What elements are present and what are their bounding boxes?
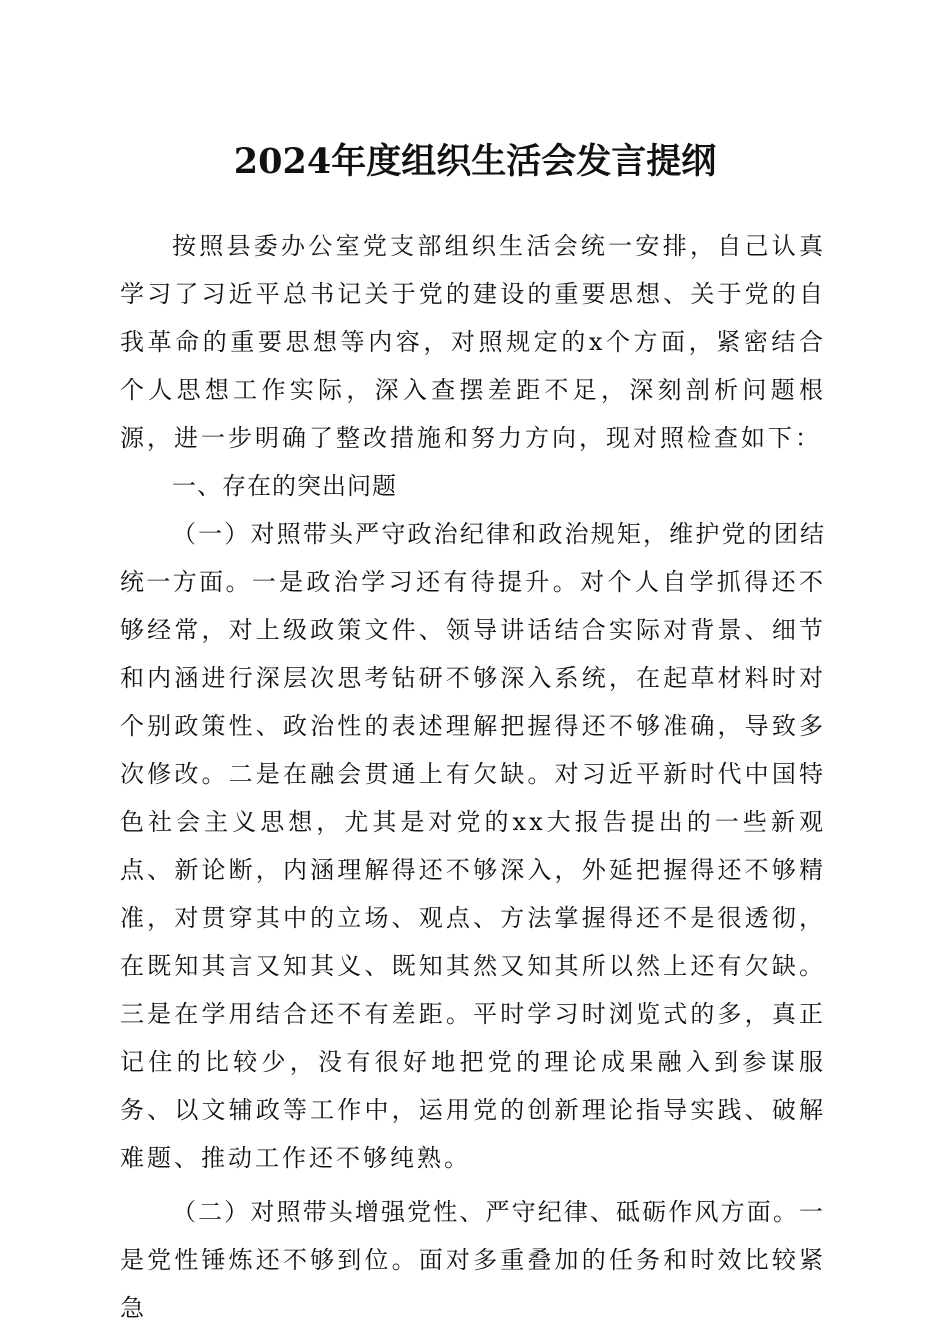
document-body	[120, 222, 826, 1332]
item-1-paragraph	[120, 510, 826, 1182]
document-title: 2024年度组织生活会发言提纲	[233, 141, 717, 182]
item-2-paragraph	[120, 1188, 826, 1332]
section-heading-problems: 一、存在的突出问题	[172, 472, 397, 500]
item-2-lead: （二）对照带头增强党性、严守纪律、砥砺作风方面。	[172, 1198, 799, 1226]
item-1-text: 一是政治学习还有待提升。对个人自学抓得还不够经常，对上级政策文件、领导讲话结合实际对背景、细节和内涵进行深层次思考钻研不够深入系统，在起草材料时对个别政策性、政治性的表述理解把握得还不够准确，导致多次修改。二是在融会贯通上有欠缺。对习近平新时代中国特色社会主义思想，尤其是对党的xx大报告提出的一些新观点、新论断，内涵理解得还不够深入，外延把握得还不够精准，对贯穿其中的立场、观点、方法掌握得还不是很透彻，在既知其言又知其义、既知其然又知其所以然上还有欠缺。三是在学用结合还不有差距。平时学习时浏览式的多，真正记住的比较少，没有很好地把党的理论成果融入到参谋服务、以文辅政等工作中，运用党的创新理论指导实践、破解难题、推动工作还不够纯熟。	[120, 568, 827, 1172]
item-1-lead: （一）对照带头严守政治纪律和政治规矩，维护党的团结统一方面。	[120, 520, 826, 596]
item-2-text: 一是党性锤炼还不够到位。面对多重叠加的任务和时效比较紧急	[120, 1198, 826, 1322]
intro-paragraph: 按照县委办公室党支部组织生活会统一安排，自己认真学习了习近平总书记关于党的建设的重要思想、关于党的自我革命的重要思想等内容，对照规定的x个方面，紧密结合个人思想工作实际，深入查摆差距不足，深刻剖析问题根源，进一步明确了整改措施和努力方向，现对照检查如下：	[120, 232, 826, 452]
